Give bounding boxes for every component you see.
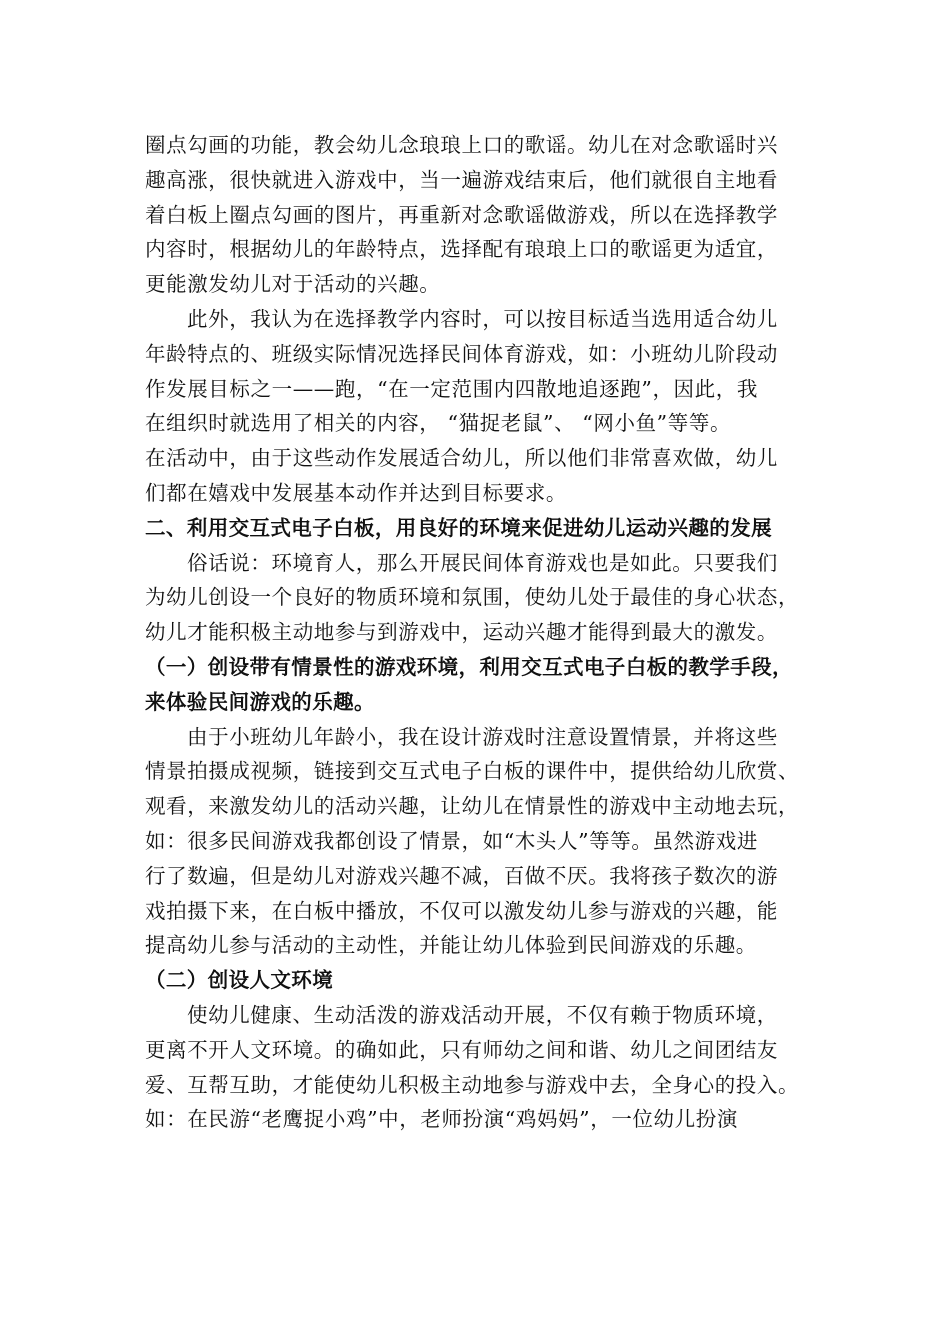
text-line: 由于小班幼儿年龄小，我在设计游戏时注意设置情景，并将这些 [187, 724, 778, 749]
text-line: 们都在嬉戏中发展基本动作并达到目标要求。 [145, 480, 567, 505]
section-heading: （一）创设带有情景性的游戏环境，利用交互式电子白板的教学手段， [145, 654, 793, 679]
document-body [145, 128, 815, 1137]
text-line: 为幼儿创设一个良好的物质环境和氛围，使幼儿处于最佳的身心状态， [145, 585, 800, 610]
text-line: 行了数遍，但是幼儿对游戏兴趣不减，百做不厌。我将孩子数次的游 [145, 863, 778, 888]
text-line: 如：在民游“老鹰捉小鸡”中，老师扮演“鸡妈妈”，一位幼儿扮演 [145, 1107, 738, 1132]
text-line: 作发展目标之一——跑，“在一定范围内四散地追逐跑”，因此，我 [145, 376, 758, 401]
text-line: 使幼儿健康、生动活泼的游戏活动开展，不仅有赖于物质环境， [187, 1002, 778, 1027]
text-line: 观看，来激发幼儿的活动兴趣，让幼儿在情景性的游戏中主动地去玩， [145, 794, 800, 819]
text-line: 更离不开人文环境。的确如此，只有师幼之间和谐、幼儿之间团结友 [145, 1037, 778, 1062]
text-line: 此外，我认为在选择教学内容时，可以按目标适当选用适合幼儿 [187, 306, 778, 331]
text-line: 情景拍摄成视频，链接到交互式电子白板的课件中，提供给幼儿欣赏、 [145, 759, 800, 784]
section-heading: 二、利用交互式电子白板，用良好的环境来促进幼儿运动兴趣的发展 [145, 515, 772, 540]
section-heading: 来体验民间游戏的乐趣。 [145, 689, 375, 714]
text-line: 趣高涨，很快就进入游戏中，当一遍游戏结束后，他们就很自主地看 [145, 167, 778, 192]
text-line: 更能激发幼儿对于活动的兴趣。 [145, 272, 441, 297]
text-line: 圈点勾画的功能，教会幼儿念琅琅上口的歌谣。幼儿在对念歌谣时兴 [145, 133, 778, 157]
text-line: 爱、互帮互助，才能使幼儿积极主动地参与游戏中去，全身心的投入。 [145, 1072, 800, 1097]
text-line: 在组织时就选用了相关的内容， “猫捉老鼠”、 “网小鱼”等等。 [145, 411, 732, 436]
text-line: 俗话说：环境育人，那么开展民间体育游戏也是如此。只要我们 [187, 550, 778, 575]
text-line: 在活动中，由于这些动作发展适合幼儿，所以他们非常喜欢做，幼儿 [145, 446, 778, 471]
text-line: 提高幼儿参与活动的主动性，并能让幼儿体验到民间游戏的乐趣。 [145, 933, 757, 958]
text-line: 幼儿才能积极主动地参与到游戏中，运动兴趣才能得到最大的激发。 [145, 620, 778, 645]
text-line: 着白板上圈点勾画的图片，再重新对念歌谣做游戏，所以在选择教学 [145, 202, 778, 227]
text-line: 戏拍摄下来，在白板中播放，不仅可以激发幼儿参与游戏的兴趣，能 [145, 898, 778, 923]
section-heading: （二）创设人文环境 [145, 968, 334, 993]
text-line: 年龄特点的、班级实际情况选择民间体育游戏，如：小班幼儿阶段动 [145, 341, 778, 366]
text-line: 内容时，根据幼儿的年龄特点，选择配有琅琅上口的歌谣更为适宜， [145, 237, 778, 262]
text-line: 如：很多民间游戏我都创设了情景，如“木头人”等等。虽然游戏进 [145, 828, 758, 853]
